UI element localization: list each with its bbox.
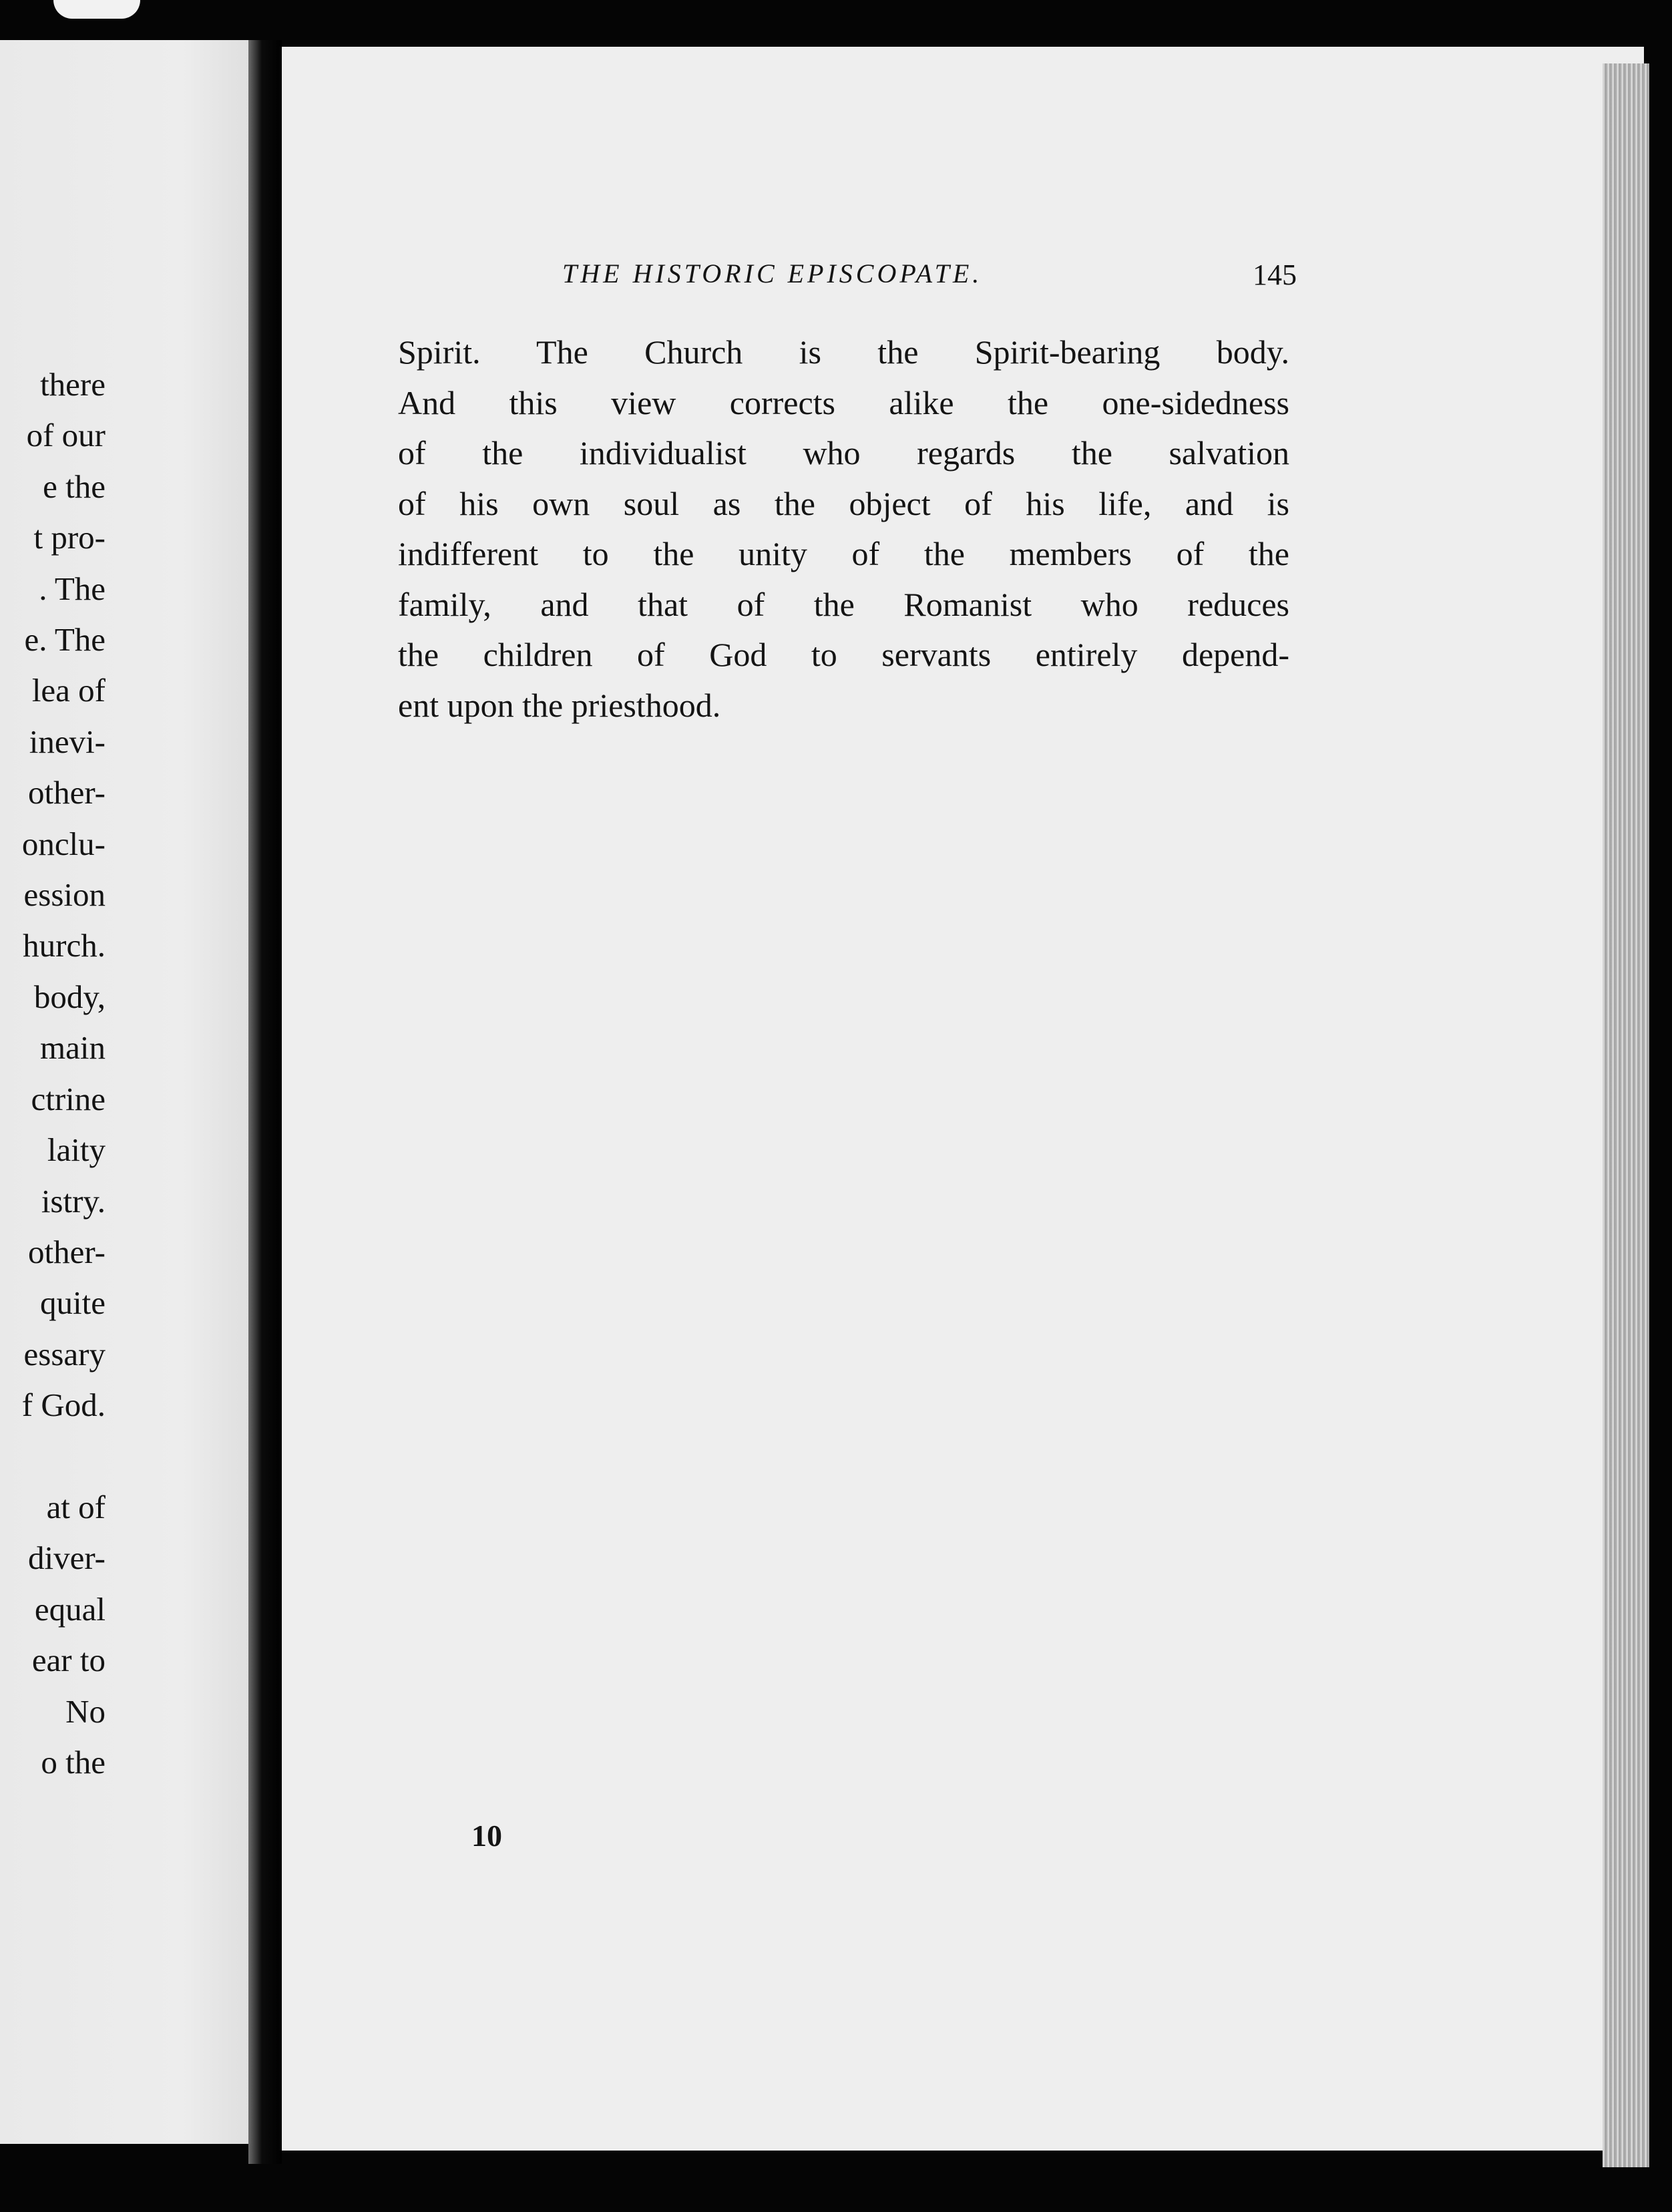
previous-page-line: e. The: [24, 621, 106, 659]
signature-mark: 10: [471, 1819, 502, 1853]
previous-page-text: [0, 359, 106, 1788]
running-head: [395, 258, 1297, 298]
previous-page: [0, 40, 262, 2144]
previous-page-line: laity: [47, 1131, 106, 1169]
previous-page-line: there: [40, 366, 106, 403]
previous-page-line: o the: [41, 1743, 106, 1781]
previous-page-line: t pro-: [33, 519, 106, 556]
body-paragraph: [398, 327, 1289, 731]
body-line: of the individualist who regards the salvation: [398, 434, 1289, 472]
previous-page-line: ession: [23, 876, 106, 914]
previous-page-line: lea of: [31, 672, 106, 709]
body-line: of his own soul as the object of his life, and is: [398, 484, 1289, 522]
previous-page-line: equal: [34, 1590, 106, 1628]
scanner-clip: [53, 0, 140, 19]
previous-page-line: istry.: [41, 1182, 106, 1220]
previous-page-line: quite: [40, 1284, 106, 1322]
previous-page-line: hurch.: [23, 927, 106, 964]
previous-page-line: other-: [27, 774, 106, 811]
page-edges: [1603, 63, 1649, 2167]
previous-page-line: f God.: [21, 1387, 106, 1424]
paragraph-gap: [0, 1431, 106, 1482]
body-line: ent upon the priesthood.: [398, 686, 721, 724]
previous-page-line: ear to: [31, 1642, 106, 1679]
previous-page-line: main: [40, 1029, 106, 1067]
previous-page-line: other-: [27, 1233, 106, 1270]
running-title: THE HISTORIC EPISCOPATE.: [562, 258, 983, 289]
body-line: And this view corrects alike the one-sidedness: [398, 383, 1289, 421]
previous-page-line: body,: [33, 978, 106, 1015]
body-line: family, and that of the Romanist who reduces: [398, 585, 1289, 623]
body-line: the children of God to servants entirely depend-: [398, 636, 1289, 673]
previous-page-line: essary: [23, 1335, 106, 1372]
previous-page-line: No: [65, 1692, 106, 1730]
previous-page-line: inevi-: [29, 723, 106, 760]
previous-page-line: at of: [46, 1488, 106, 1525]
book-gutter: [248, 40, 282, 2164]
previous-page-line: of our: [26, 417, 106, 454]
body-line: Spirit. The Church is the Spirit-bearing body.: [398, 333, 1289, 371]
previous-page-line: diver-: [27, 1539, 106, 1577]
previous-page-line: ctrine: [31, 1080, 106, 1117]
previous-page-line: e the: [43, 468, 106, 505]
previous-page-line: onclu-: [21, 825, 106, 862]
previous-page-line: . The: [39, 570, 106, 607]
page-number: 145: [1253, 258, 1297, 291]
body-line: indifferent to the unity of the members of the: [398, 535, 1289, 572]
